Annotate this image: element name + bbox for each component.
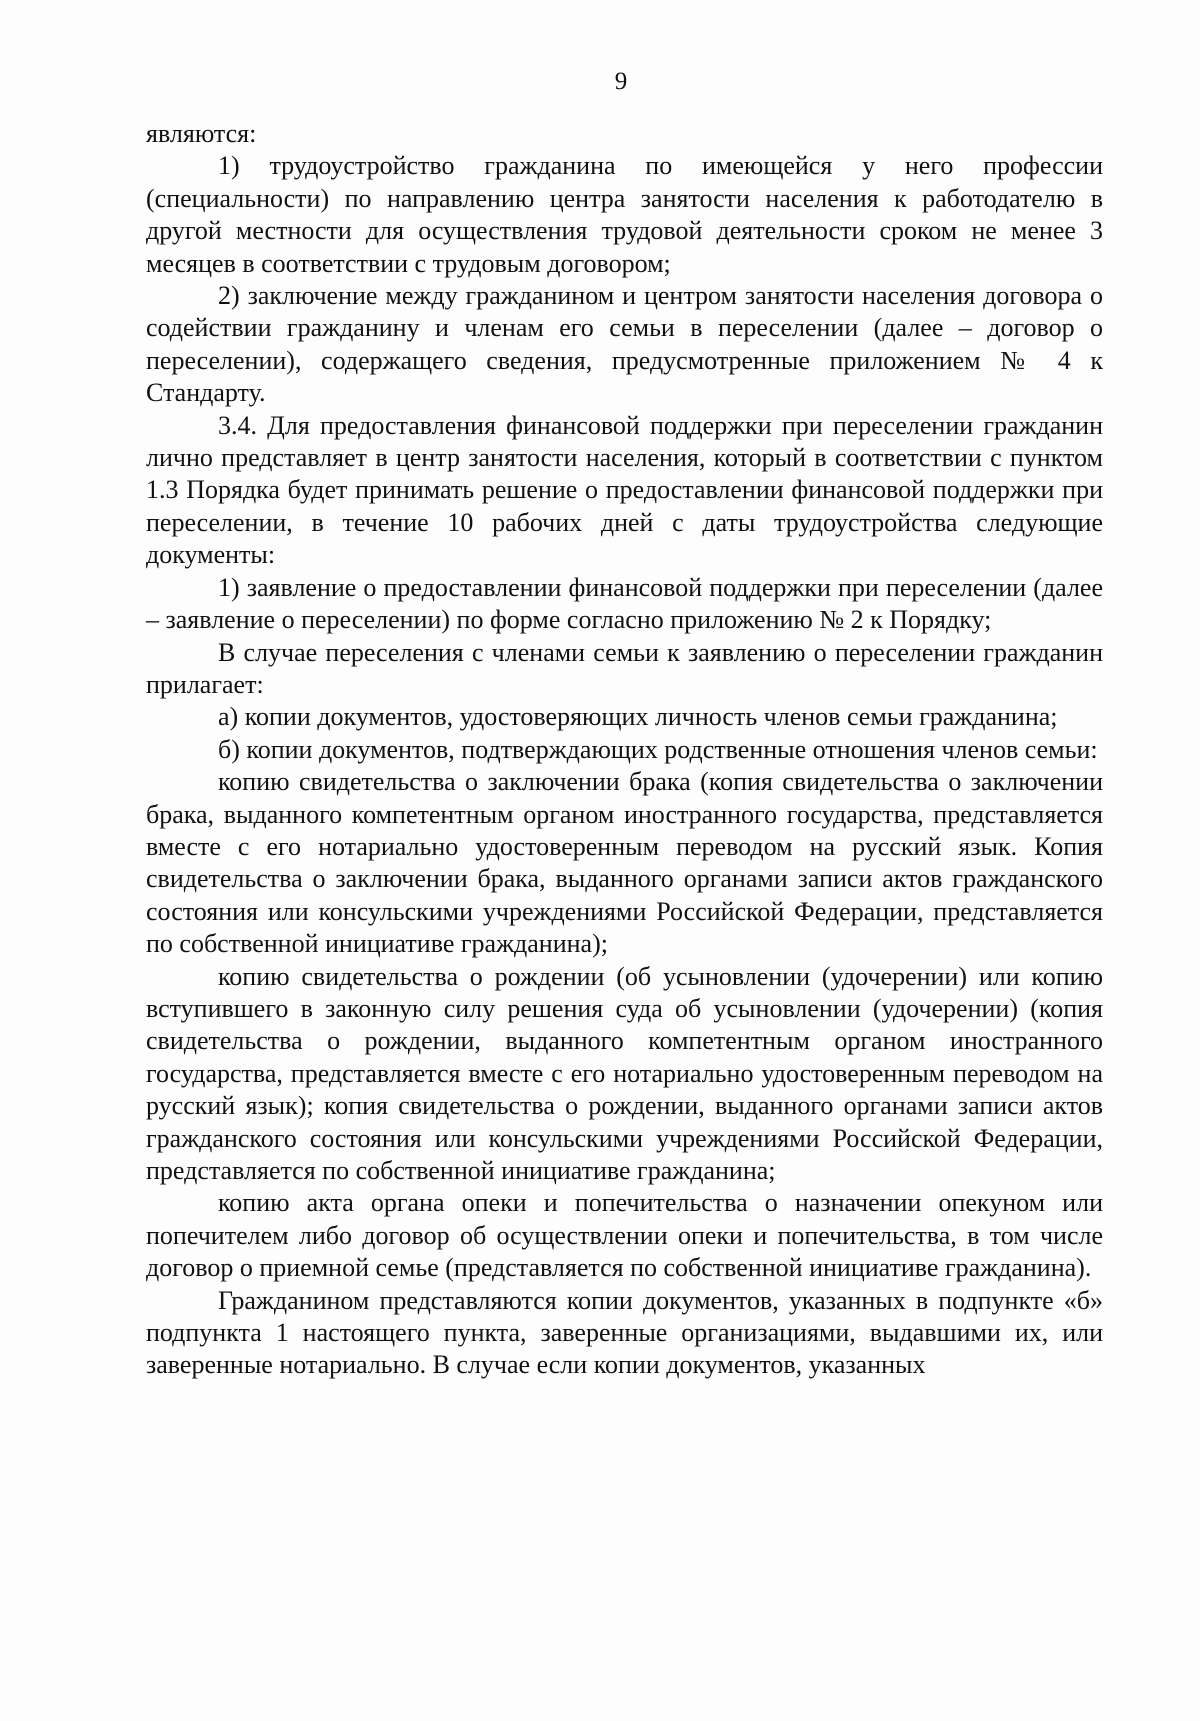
- paragraph-copies-certified: Гражданином представляются копии документов, указанных в подпункте «б» подпункта 1 настоящего пункта, заверенные организациями, выдавшими их, или заверенные нотариально. В случае если копии документов, указанных: [146, 1285, 1103, 1380]
- paragraph-family-case: В случае переселения с членами семьи к заявлению о переселении гражданин прилагает:: [146, 637, 1103, 699]
- paragraph-application: 1) заявление о предоставлении финансовой поддержки при переселении (далее – заявление о переселении) по форме согласно приложению № 2 к Порядку;: [146, 572, 1103, 635]
- page-number: 9: [614, 68, 628, 95]
- paragraph-item-2: 2) заключение между гражданином и центром занятости населения договора о содействии гражданину и членам его семьи в переселении (далее – договор о переселении), содержащего сведения, предусмотренные приложением № 4 к Стандарту.: [146, 281, 1103, 408]
- paragraph-intro: являются:: [146, 119, 257, 148]
- paragraph-marriage-certificate: копию свидетельства о заключении брака (копия свидетельства о заключении брака, выданного компетентным органом иностранного государства, представляется вместе с его нотариально удостоверенным переводом на русский язык. Копия свидетельства о заключении брака, выданного органами записи актов гражданского состояния или консульскими учреждениями Российской Федерации, представляется по собственной инициативе гражданина);: [146, 767, 1103, 959]
- document-body: [146, 118, 1103, 1382]
- paragraph-sub-a: а) копии документов, удостоверяющих личность членов семьи гражданина;: [218, 702, 1058, 732]
- paragraph-item-1: 1) трудоустройство гражданина по имеющейся у него профессии (специальности) по направлению центра занятости населения к работодателю в другой местности для осуществления трудовой деятельности сроком не менее 3 месяцев в соответствии с трудовым договором;: [146, 151, 1103, 278]
- paragraph-sub-b: б) копии документов, подтверждающих родственные отношения членов семьи:: [218, 734, 1098, 764]
- paragraph-section-3-4: 3.4. Для предоставления финансовой поддержки при переселении гражданин лично представляет в центр занятости населения, который в соответствии с пунктом 1.3 Порядка будет принимать решение о предоставлении финансовой поддержки при переселении, в течение 10 рабочих дней с даты трудоустройства следующие документы:: [146, 410, 1103, 570]
- paragraph-guardianship: копию акта органа опеки и попечительства о назначении опекуном или попечителем либо договор об осуществлении опеки и попечительства, в том числе договор о приемной семье (представляется по собственной инициативе гражданина).: [146, 1188, 1103, 1283]
- paragraph-birth-certificate: копию свидетельства о рождении (об усыновлении (удочерении) или копию вступившего в законную силу решения суда об усыновлении (удочерении) (копия свидетельства о рождении, выданного компетентным органом иностранного государства, представляется вместе с его нотариально удостоверенным переводом на русский язык); копия свидетельства о рождении, выданного органами записи актов гражданского состояния или консульскими учреждениями Российской Федерации, представляется по собственной инициативе гражданина;: [146, 961, 1103, 1185]
